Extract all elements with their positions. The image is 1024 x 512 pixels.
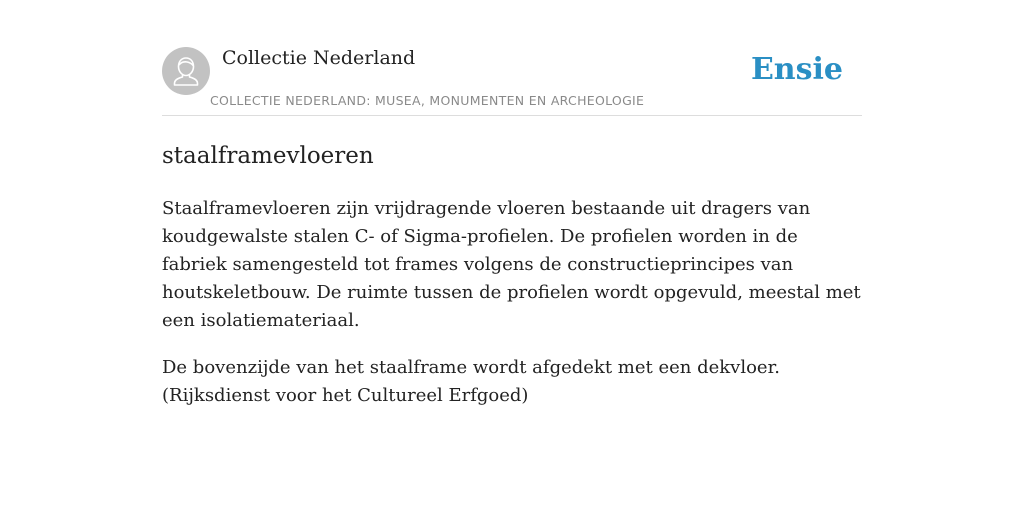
entry-body <box>162 195 862 410</box>
entry-paragraph: Staalframevloeren zijn vrijdragende vloeren bestaande uit dragers van koudgewalste stalen C- of Sigma-profielen. De profielen worden in de fabriek samengesteld tot frames volgens de constructieprincipes van houtskeletbouw. De ruimte tussen de profielen wordt opgevuld, meestal met een isolatiemateriaal. <box>162 198 861 331</box>
entry-card <box>162 44 862 410</box>
user-icon <box>162 47 210 95</box>
author-name[interactable]: Collectie Nederland <box>222 47 416 69</box>
entry-title: staalframevloeren <box>162 143 374 169</box>
entry-paragraph: De bovenzijde van het staalframe wordt afgedekt met een dekvloer. (Rijksdienst voor het Cultureel Erfgoed) <box>162 357 780 406</box>
ensie-logo-link[interactable]: Ensie <box>750 52 843 87</box>
entry-header <box>162 44 862 116</box>
source-label[interactable]: COLLECTIE NEDERLAND: MUSEA, MONUMENTEN EN ARCHEOLOGIE <box>210 93 645 108</box>
avatar[interactable] <box>162 47 210 95</box>
